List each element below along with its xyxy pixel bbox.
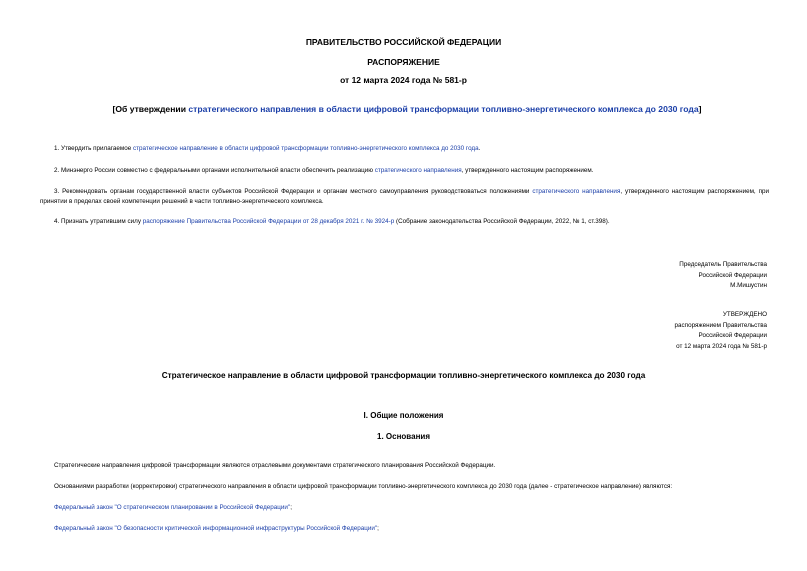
- body-paragraph: Стратегические направления цифровой трансформации являются отраслевыми документами стратегического планирования Российской Федерации.: [54, 462, 496, 469]
- law-reference: [54, 503, 769, 513]
- item-text-end: , утвержденного настоящим распоряжением, при принятии в пределах своей компетенции решений в части топливно-энергетического комплекса.: [40, 188, 769, 205]
- item-text-end: (Собрание законодательства Российской Федерации, 2022, № 1, ст.398).: [394, 218, 610, 225]
- law-link[interactable]: Федеральный закон "О безопасности критической информационной инфраструктуры Российской Федерации": [54, 525, 378, 532]
- item-text: 3. Рекомендовать органам государственной власти субъектов Российской Федерации и органам местного самоуправления руководствоваться положениями: [54, 188, 533, 195]
- doc-date-number: от 12 марта 2024 года № 581-р: [340, 75, 467, 85]
- item-text-end: .: [478, 145, 481, 152]
- item-text: 2. Минэнерго России совместно с федеральными органами исполнительной власти обеспечить реализацию: [54, 167, 375, 174]
- signature-line: Председатель Правительства: [679, 261, 767, 268]
- title-suffix: ]: [698, 104, 702, 114]
- item-link[interactable]: стратегического направления: [374, 167, 462, 174]
- item-text: 1. Утвердить прилагаемое: [54, 145, 133, 152]
- list-item: [54, 144, 769, 154]
- signature-line: Российской Федерации: [698, 271, 767, 279]
- approval-line: распоряжением Правительства: [674, 321, 767, 329]
- document-title: [92, 104, 722, 114]
- item-link[interactable]: распоряжение Правительства Российской Федерации от 28 декабря 2021 г. № 3924-р: [142, 218, 395, 225]
- law-punct: ;: [377, 525, 379, 532]
- signature-block: [679, 260, 767, 292]
- title-prefix: [Об утверждении: [112, 104, 189, 114]
- approval-line: Российской Федерации: [698, 332, 767, 339]
- list-item: [40, 187, 769, 207]
- law-punct: ;: [290, 504, 292, 511]
- section-heading: I. Общие положения: [363, 411, 444, 420]
- approval-block: [675, 310, 767, 352]
- law-link[interactable]: Федеральный закон "О стратегическом планировании в Российской Федерации": [54, 504, 291, 511]
- item-link[interactable]: стратегическое направление в области цифровой трансформации топливно-энергетического комплекса до 2030 года: [132, 145, 479, 152]
- title-link[interactable]: стратегического направления в области цифровой трансформации топливно-энергетического комплекса до 2030 года: [188, 104, 699, 114]
- signature-name: М.Мишустин: [730, 282, 767, 289]
- org-name: ПРАВИТЕЛЬСТВО РОССИЙСКОЙ ФЕДЕРАЦИИ: [305, 37, 502, 47]
- doc-type: РАСПОРЯЖЕНИЕ: [367, 57, 440, 67]
- item-text-end: , утвержденного настоящим распоряжением.: [461, 167, 594, 174]
- approval-line: от 12 марта 2024 года № 581-р: [676, 342, 767, 350]
- list-item: [54, 217, 769, 227]
- law-reference: [54, 524, 769, 534]
- list-item: [54, 166, 769, 176]
- item-link[interactable]: стратегического направления: [532, 188, 621, 195]
- body-paragraph: Основаниями разработки (корректировки) стратегического направления в области цифровой трансформации топливно-энергетического комплекса до 2030 года (далее - стратегическое направление) являются:: [54, 483, 673, 490]
- approval-line: УТВЕРЖДЕНО: [722, 311, 767, 318]
- item-text: 4. Признать утратившим силу: [54, 218, 143, 225]
- subsection-heading: 1. Основания: [377, 432, 430, 441]
- strategy-title: Стратегическое направление в области цифровой трансформации топливно-энергетического комплекса до 2030 года: [161, 371, 646, 380]
